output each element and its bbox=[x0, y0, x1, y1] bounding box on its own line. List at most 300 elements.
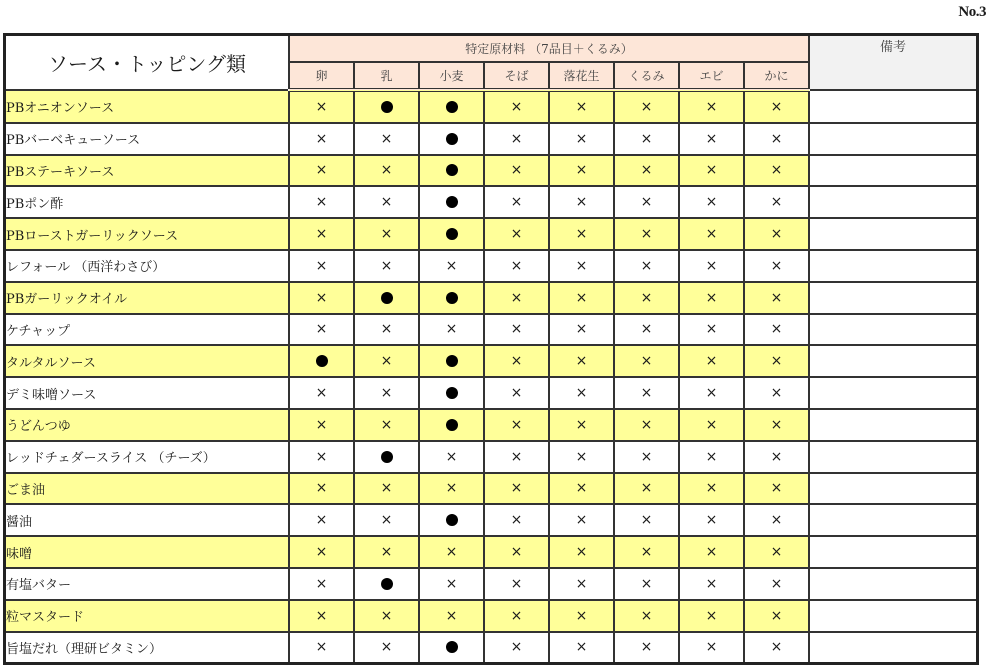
allergen-mark-cell bbox=[484, 186, 549, 218]
allergen-mark-cell bbox=[679, 632, 744, 664]
allergen-mark-cell bbox=[484, 473, 549, 505]
not-contains-cross-icon: × bbox=[705, 607, 718, 624]
not-contains-cross-icon: × bbox=[315, 257, 328, 274]
allergen-mark-cell bbox=[549, 155, 614, 187]
not-contains-cross-icon: × bbox=[510, 512, 523, 529]
allergen-mark-cell bbox=[614, 155, 679, 187]
not-contains-cross-icon: × bbox=[705, 480, 718, 497]
not-contains-cross-icon: × bbox=[315, 98, 328, 115]
allergen-mark-cell bbox=[549, 441, 614, 473]
not-contains-cross-icon: × bbox=[510, 607, 523, 624]
table-row bbox=[5, 282, 978, 314]
allergen-mark-cell bbox=[289, 441, 354, 473]
allergen-mark-cell bbox=[484, 218, 549, 250]
not-contains-cross-icon: × bbox=[705, 257, 718, 274]
allergen-mark-cell bbox=[744, 123, 809, 155]
allergen-mark-cell bbox=[614, 536, 679, 568]
allergen-mark-cell bbox=[354, 155, 419, 187]
contains-dot-icon bbox=[381, 578, 393, 590]
allergen-mark-cell bbox=[419, 504, 484, 536]
table-row bbox=[5, 377, 978, 409]
not-contains-cross-icon: × bbox=[640, 130, 653, 147]
allergen-mark-cell bbox=[744, 90, 809, 123]
allergen-mark-cell bbox=[679, 345, 744, 377]
allergen-column-header: 卵 bbox=[289, 62, 354, 90]
not-contains-cross-icon: × bbox=[380, 321, 393, 338]
table-row bbox=[5, 155, 978, 187]
allergen-mark-cell bbox=[549, 568, 614, 600]
not-contains-cross-icon: × bbox=[315, 575, 328, 592]
allergen-mark-cell bbox=[484, 600, 549, 632]
not-contains-cross-icon: × bbox=[640, 575, 653, 592]
not-contains-cross-icon: × bbox=[380, 353, 393, 370]
header-row-1 bbox=[5, 35, 978, 63]
product-name: レッドチェダースライス （チーズ） bbox=[5, 441, 290, 473]
not-contains-cross-icon: × bbox=[770, 98, 783, 115]
not-contains-cross-icon: × bbox=[315, 480, 328, 497]
not-contains-cross-icon: × bbox=[445, 448, 458, 465]
allergen-mark-cell bbox=[484, 441, 549, 473]
not-contains-cross-icon: × bbox=[705, 385, 718, 402]
not-contains-cross-icon: × bbox=[575, 512, 588, 529]
not-contains-cross-icon: × bbox=[640, 480, 653, 497]
not-contains-cross-icon: × bbox=[705, 130, 718, 147]
not-contains-cross-icon: × bbox=[770, 448, 783, 465]
product-name: PBステーキソース bbox=[5, 155, 290, 187]
allergen-column-header: くるみ bbox=[614, 62, 679, 90]
allergen-column-header: そば bbox=[484, 62, 549, 90]
allergen-mark-cell bbox=[354, 568, 419, 600]
not-contains-cross-icon: × bbox=[510, 257, 523, 274]
allergen-mark-cell bbox=[484, 282, 549, 314]
allergen-mark-cell bbox=[679, 282, 744, 314]
not-contains-cross-icon: × bbox=[575, 130, 588, 147]
allergen-column-header: 乳 bbox=[354, 62, 419, 90]
allergen-table bbox=[3, 33, 979, 665]
not-contains-cross-icon: × bbox=[640, 321, 653, 338]
allergen-mark-cell bbox=[549, 250, 614, 282]
remarks-cell bbox=[809, 250, 978, 282]
allergen-mark-cell bbox=[484, 632, 549, 664]
allergen-mark-cell bbox=[289, 409, 354, 441]
not-contains-cross-icon: × bbox=[770, 353, 783, 370]
allergen-mark-cell bbox=[744, 345, 809, 377]
not-contains-cross-icon: × bbox=[510, 130, 523, 147]
allergen-mark-cell bbox=[354, 377, 419, 409]
table-row bbox=[5, 186, 978, 218]
product-name: ごま油 bbox=[5, 473, 290, 505]
allergen-mark-cell bbox=[419, 155, 484, 187]
not-contains-cross-icon: × bbox=[640, 98, 653, 115]
allergen-mark-cell bbox=[549, 282, 614, 314]
allergen-mark-cell bbox=[289, 345, 354, 377]
not-contains-cross-icon: × bbox=[575, 289, 588, 306]
allergen-mark-cell bbox=[744, 504, 809, 536]
allergen-mark-cell bbox=[289, 600, 354, 632]
allergen-mark-cell bbox=[549, 90, 614, 123]
allergen-mark-cell bbox=[614, 441, 679, 473]
allergen-mark-cell bbox=[289, 536, 354, 568]
allergen-mark-cell bbox=[614, 377, 679, 409]
allergen-mark-cell bbox=[679, 218, 744, 250]
allergen-mark-cell bbox=[289, 504, 354, 536]
remarks-cell bbox=[809, 473, 978, 505]
contains-dot-icon bbox=[446, 387, 458, 399]
contains-dot-icon bbox=[446, 355, 458, 367]
not-contains-cross-icon: × bbox=[510, 289, 523, 306]
allergen-mark-cell bbox=[354, 218, 419, 250]
not-contains-cross-icon: × bbox=[575, 353, 588, 370]
allergen-mark-cell bbox=[419, 409, 484, 441]
allergen-mark-cell bbox=[679, 90, 744, 123]
not-contains-cross-icon: × bbox=[575, 480, 588, 497]
allergen-mark-cell bbox=[419, 314, 484, 346]
allergen-mark-cell bbox=[419, 345, 484, 377]
allergen-column-header: 落花生 bbox=[549, 62, 614, 90]
allergen-mark-cell bbox=[614, 504, 679, 536]
allergen-mark-cell bbox=[744, 282, 809, 314]
allergen-mark-cell bbox=[419, 282, 484, 314]
allergen-mark-cell bbox=[549, 473, 614, 505]
allergen-mark-cell bbox=[679, 536, 744, 568]
allergen-mark-cell bbox=[744, 632, 809, 664]
allergen-mark-cell bbox=[419, 377, 484, 409]
remarks-cell bbox=[809, 282, 978, 314]
not-contains-cross-icon: × bbox=[315, 226, 328, 243]
not-contains-cross-icon: × bbox=[315, 194, 328, 211]
allergen-mark-cell bbox=[744, 409, 809, 441]
table-row bbox=[5, 345, 978, 377]
not-contains-cross-icon: × bbox=[770, 385, 783, 402]
contains-dot-icon bbox=[446, 292, 458, 304]
allergen-mark-cell bbox=[289, 155, 354, 187]
not-contains-cross-icon: × bbox=[705, 353, 718, 370]
product-name: レフォール （西洋わさび） bbox=[5, 250, 290, 282]
not-contains-cross-icon: × bbox=[510, 544, 523, 561]
allergen-mark-cell bbox=[549, 600, 614, 632]
not-contains-cross-icon: × bbox=[510, 98, 523, 115]
not-contains-cross-icon: × bbox=[315, 512, 328, 529]
not-contains-cross-icon: × bbox=[640, 289, 653, 306]
allergen-mark-cell bbox=[484, 314, 549, 346]
allergen-mark-cell bbox=[744, 568, 809, 600]
not-contains-cross-icon: × bbox=[315, 289, 328, 306]
allergen-mark-cell bbox=[419, 473, 484, 505]
not-contains-cross-icon: × bbox=[705, 162, 718, 179]
allergen-mark-cell bbox=[419, 218, 484, 250]
allergen-mark-cell bbox=[679, 250, 744, 282]
not-contains-cross-icon: × bbox=[315, 448, 328, 465]
allergen-mark-cell bbox=[744, 155, 809, 187]
remarks-cell bbox=[809, 568, 978, 600]
table-row bbox=[5, 632, 978, 664]
allergen-mark-cell bbox=[744, 377, 809, 409]
allergen-mark-cell bbox=[614, 632, 679, 664]
not-contains-cross-icon: × bbox=[380, 480, 393, 497]
not-contains-cross-icon: × bbox=[575, 544, 588, 561]
not-contains-cross-icon: × bbox=[770, 257, 783, 274]
allergen-mark-cell bbox=[354, 473, 419, 505]
not-contains-cross-icon: × bbox=[315, 639, 328, 656]
not-contains-cross-icon: × bbox=[575, 98, 588, 115]
allergen-mark-cell bbox=[744, 600, 809, 632]
not-contains-cross-icon: × bbox=[640, 385, 653, 402]
page-number: No.3 bbox=[958, 4, 986, 20]
not-contains-cross-icon: × bbox=[640, 448, 653, 465]
not-contains-cross-icon: × bbox=[510, 575, 523, 592]
allergen-mark-cell bbox=[289, 568, 354, 600]
remarks-cell bbox=[809, 314, 978, 346]
allergen-mark-cell bbox=[614, 568, 679, 600]
not-contains-cross-icon: × bbox=[705, 98, 718, 115]
not-contains-cross-icon: × bbox=[640, 162, 653, 179]
not-contains-cross-icon: × bbox=[575, 385, 588, 402]
table-row bbox=[5, 441, 978, 473]
not-contains-cross-icon: × bbox=[380, 607, 393, 624]
table-row bbox=[5, 504, 978, 536]
not-contains-cross-icon: × bbox=[705, 289, 718, 306]
allergen-mark-cell bbox=[549, 409, 614, 441]
allergen-mark-cell bbox=[679, 123, 744, 155]
not-contains-cross-icon: × bbox=[705, 194, 718, 211]
not-contains-cross-icon: × bbox=[705, 575, 718, 592]
not-contains-cross-icon: × bbox=[575, 321, 588, 338]
product-name: PBガーリックオイル bbox=[5, 282, 290, 314]
product-name: ケチャップ bbox=[5, 314, 290, 346]
allergen-mark-cell bbox=[679, 377, 744, 409]
not-contains-cross-icon: × bbox=[770, 607, 783, 624]
allergen-mark-cell bbox=[744, 314, 809, 346]
not-contains-cross-icon: × bbox=[770, 512, 783, 529]
not-contains-cross-icon: × bbox=[640, 226, 653, 243]
product-name: PBポン酢 bbox=[5, 186, 290, 218]
allergen-mark-cell bbox=[614, 345, 679, 377]
not-contains-cross-icon: × bbox=[575, 226, 588, 243]
not-contains-cross-icon: × bbox=[575, 607, 588, 624]
not-contains-cross-icon: × bbox=[705, 639, 718, 656]
allergen-mark-cell bbox=[614, 250, 679, 282]
remarks-cell bbox=[809, 632, 978, 664]
allergen-mark-cell bbox=[289, 90, 354, 123]
not-contains-cross-icon: × bbox=[705, 416, 718, 433]
remarks-cell bbox=[809, 218, 978, 250]
allergen-mark-cell bbox=[354, 536, 419, 568]
not-contains-cross-icon: × bbox=[575, 448, 588, 465]
allergen-mark-cell bbox=[354, 282, 419, 314]
allergen-mark-cell bbox=[484, 345, 549, 377]
allergen-mark-cell bbox=[354, 250, 419, 282]
not-contains-cross-icon: × bbox=[380, 194, 393, 211]
allergen-mark-cell bbox=[614, 282, 679, 314]
not-contains-cross-icon: × bbox=[575, 162, 588, 179]
not-contains-cross-icon: × bbox=[770, 416, 783, 433]
allergen-mark-cell bbox=[354, 600, 419, 632]
not-contains-cross-icon: × bbox=[510, 226, 523, 243]
allergen-mark-cell bbox=[484, 155, 549, 187]
table-row bbox=[5, 568, 978, 600]
not-contains-cross-icon: × bbox=[510, 353, 523, 370]
allergen-mark-cell bbox=[419, 536, 484, 568]
product-name: PBオニオンソース bbox=[5, 90, 290, 123]
not-contains-cross-icon: × bbox=[510, 448, 523, 465]
allergen-mark-cell bbox=[679, 186, 744, 218]
not-contains-cross-icon: × bbox=[445, 257, 458, 274]
allergen-mark-cell bbox=[289, 218, 354, 250]
not-contains-cross-icon: × bbox=[315, 385, 328, 402]
not-contains-cross-icon: × bbox=[770, 162, 783, 179]
allergen-mark-cell bbox=[354, 90, 419, 123]
allergen-mark-cell bbox=[484, 536, 549, 568]
allergen-mark-cell bbox=[354, 123, 419, 155]
not-contains-cross-icon: × bbox=[640, 607, 653, 624]
contains-dot-icon bbox=[446, 419, 458, 431]
allergen-mark-cell bbox=[484, 409, 549, 441]
allergen-column-header: エビ bbox=[679, 62, 744, 90]
allergen-column-header: かに bbox=[744, 62, 809, 90]
contains-dot-icon bbox=[446, 133, 458, 145]
allergen-mark-cell bbox=[419, 441, 484, 473]
allergen-mark-cell bbox=[549, 123, 614, 155]
allergen-mark-cell bbox=[354, 345, 419, 377]
allergen-mark-cell bbox=[549, 314, 614, 346]
table-row bbox=[5, 409, 978, 441]
remarks-cell bbox=[809, 409, 978, 441]
allergen-mark-cell bbox=[484, 377, 549, 409]
allergen-mark-cell bbox=[354, 632, 419, 664]
allergen-mark-cell bbox=[549, 377, 614, 409]
allergen-mark-cell bbox=[289, 282, 354, 314]
not-contains-cross-icon: × bbox=[575, 639, 588, 656]
not-contains-cross-icon: × bbox=[640, 416, 653, 433]
allergen-mark-cell bbox=[419, 632, 484, 664]
product-name: 有塩バター bbox=[5, 568, 290, 600]
allergen-mark-cell bbox=[614, 90, 679, 123]
not-contains-cross-icon: × bbox=[315, 321, 328, 338]
not-contains-cross-icon: × bbox=[705, 226, 718, 243]
not-contains-cross-icon: × bbox=[770, 226, 783, 243]
allergen-mark-cell bbox=[354, 409, 419, 441]
product-name: タルタルソース bbox=[5, 345, 290, 377]
allergen-mark-cell bbox=[614, 473, 679, 505]
remarks-cell bbox=[809, 536, 978, 568]
product-name: 醤油 bbox=[5, 504, 290, 536]
product-name: PBバーベキューソース bbox=[5, 123, 290, 155]
allergen-mark-cell bbox=[744, 473, 809, 505]
allergen-mark-cell bbox=[484, 250, 549, 282]
contains-dot-icon bbox=[381, 292, 393, 304]
allergen-mark-cell bbox=[614, 186, 679, 218]
allergen-mark-cell bbox=[679, 409, 744, 441]
allergen-mark-cell bbox=[289, 123, 354, 155]
table-row bbox=[5, 473, 978, 505]
contains-dot-icon bbox=[446, 228, 458, 240]
allergen-mark-cell bbox=[744, 441, 809, 473]
remarks-cell bbox=[809, 155, 978, 187]
allergen-mark-cell bbox=[679, 314, 744, 346]
not-contains-cross-icon: × bbox=[445, 544, 458, 561]
table-row bbox=[5, 218, 978, 250]
allergen-mark-cell bbox=[679, 441, 744, 473]
not-contains-cross-icon: × bbox=[770, 575, 783, 592]
not-contains-cross-icon: × bbox=[575, 194, 588, 211]
allergen-mark-cell bbox=[549, 186, 614, 218]
allergen-mark-cell bbox=[679, 155, 744, 187]
not-contains-cross-icon: × bbox=[705, 448, 718, 465]
allergen-mark-cell bbox=[744, 536, 809, 568]
not-contains-cross-icon: × bbox=[770, 480, 783, 497]
allergen-mark-cell bbox=[289, 314, 354, 346]
allergen-mark-cell bbox=[614, 218, 679, 250]
product-name: うどんつゆ bbox=[5, 409, 290, 441]
not-contains-cross-icon: × bbox=[510, 162, 523, 179]
product-name: デミ味噌ソース bbox=[5, 377, 290, 409]
not-contains-cross-icon: × bbox=[770, 194, 783, 211]
allergen-mark-cell bbox=[289, 632, 354, 664]
table-row bbox=[5, 536, 978, 568]
not-contains-cross-icon: × bbox=[640, 257, 653, 274]
remarks-cell bbox=[809, 345, 978, 377]
contains-dot-icon bbox=[446, 641, 458, 653]
allergen-mark-cell bbox=[484, 90, 549, 123]
not-contains-cross-icon: × bbox=[640, 544, 653, 561]
allergen-mark-cell bbox=[744, 186, 809, 218]
allergen-column-header: 小麦 bbox=[419, 62, 484, 90]
allergen-mark-cell bbox=[679, 568, 744, 600]
product-name: 粒マスタード bbox=[5, 600, 290, 632]
product-name: PBローストガーリックソース bbox=[5, 218, 290, 250]
allergen-mark-cell bbox=[614, 314, 679, 346]
allergen-mark-cell bbox=[549, 504, 614, 536]
not-contains-cross-icon: × bbox=[380, 162, 393, 179]
not-contains-cross-icon: × bbox=[510, 385, 523, 402]
not-contains-cross-icon: × bbox=[575, 416, 588, 433]
product-name: 味噌 bbox=[5, 536, 290, 568]
not-contains-cross-icon: × bbox=[510, 194, 523, 211]
allergen-mark-cell bbox=[419, 123, 484, 155]
remarks-header: 備考 bbox=[809, 35, 978, 91]
not-contains-cross-icon: × bbox=[380, 512, 393, 529]
allergen-mark-cell bbox=[354, 186, 419, 218]
not-contains-cross-icon: × bbox=[445, 321, 458, 338]
remarks-cell bbox=[809, 600, 978, 632]
not-contains-cross-icon: × bbox=[445, 607, 458, 624]
not-contains-cross-icon: × bbox=[640, 639, 653, 656]
allergen-mark-cell bbox=[289, 250, 354, 282]
not-contains-cross-icon: × bbox=[380, 639, 393, 656]
not-contains-cross-icon: × bbox=[575, 575, 588, 592]
allergen-mark-cell bbox=[354, 504, 419, 536]
contains-dot-icon bbox=[381, 101, 393, 113]
not-contains-cross-icon: × bbox=[315, 130, 328, 147]
contains-dot-icon bbox=[316, 355, 328, 367]
remarks-cell bbox=[809, 123, 978, 155]
table-row bbox=[5, 250, 978, 282]
allergen-mark-cell bbox=[419, 90, 484, 123]
allergen-mark-cell bbox=[679, 504, 744, 536]
allergen-mark-cell bbox=[679, 600, 744, 632]
allergen-mark-cell bbox=[744, 250, 809, 282]
remarks-cell bbox=[809, 90, 978, 123]
allergen-mark-cell bbox=[614, 600, 679, 632]
not-contains-cross-icon: × bbox=[770, 639, 783, 656]
table-row bbox=[5, 314, 978, 346]
not-contains-cross-icon: × bbox=[640, 194, 653, 211]
allergen-mark-cell bbox=[419, 250, 484, 282]
not-contains-cross-icon: × bbox=[510, 416, 523, 433]
not-contains-cross-icon: × bbox=[705, 512, 718, 529]
table-row bbox=[5, 123, 978, 155]
allergen-mark-cell bbox=[289, 377, 354, 409]
